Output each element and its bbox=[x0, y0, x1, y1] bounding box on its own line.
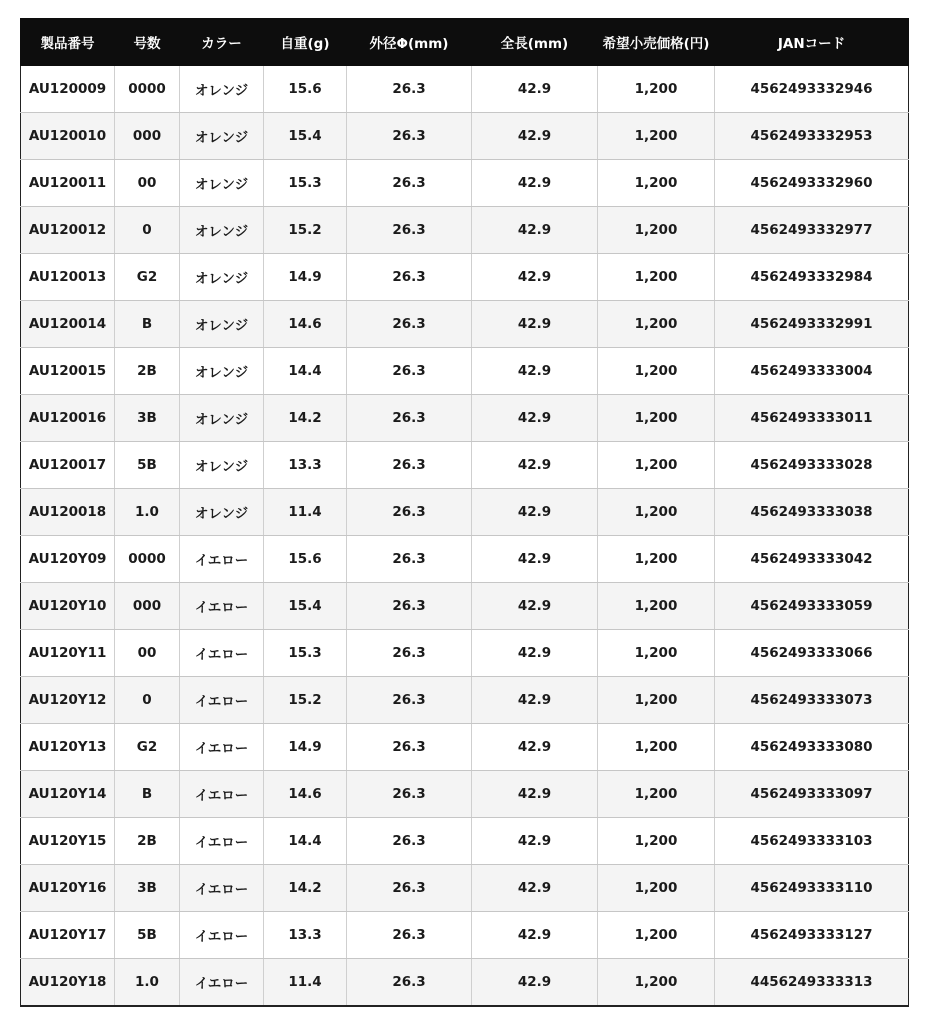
table-row bbox=[21, 160, 909, 207]
cell-jan-code: 4562493333066 bbox=[715, 630, 909, 677]
cell-product-number: AU120Y16 bbox=[21, 865, 115, 912]
cell-color: イエロー bbox=[180, 677, 264, 724]
table-row bbox=[21, 489, 909, 536]
cell-jan-code: 4562493333011 bbox=[715, 395, 909, 442]
header-row bbox=[21, 19, 909, 66]
cell-jan-code: 4562493333080 bbox=[715, 724, 909, 771]
cell-jan-code: 4562493332977 bbox=[715, 207, 909, 254]
cell-total-length: 42.9 bbox=[472, 818, 598, 865]
cell-size: G2 bbox=[115, 254, 180, 301]
cell-outer-diameter: 26.3 bbox=[347, 160, 472, 207]
cell-product-number: AU120Y09 bbox=[21, 536, 115, 583]
table-row bbox=[21, 771, 909, 818]
cell-product-number: AU120Y14 bbox=[21, 771, 115, 818]
cell-retail-price: 1,200 bbox=[598, 630, 715, 677]
cell-total-length: 42.9 bbox=[472, 113, 598, 160]
header-weight: 自重(g) bbox=[264, 19, 347, 66]
cell-color: オレンジ bbox=[180, 113, 264, 160]
table-row bbox=[21, 865, 909, 912]
cell-size: 2B bbox=[115, 818, 180, 865]
cell-retail-price: 1,200 bbox=[598, 583, 715, 630]
cell-size: B bbox=[115, 771, 180, 818]
table-header bbox=[21, 19, 909, 66]
cell-color: オレンジ bbox=[180, 207, 264, 254]
cell-retail-price: 1,200 bbox=[598, 66, 715, 113]
cell-size: 00 bbox=[115, 630, 180, 677]
cell-total-length: 42.9 bbox=[472, 301, 598, 348]
cell-retail-price: 1,200 bbox=[598, 771, 715, 818]
cell-retail-price: 1,200 bbox=[598, 818, 715, 865]
cell-total-length: 42.9 bbox=[472, 912, 598, 959]
cell-size: 3B bbox=[115, 395, 180, 442]
cell-color: イエロー bbox=[180, 912, 264, 959]
cell-outer-diameter: 26.3 bbox=[347, 771, 472, 818]
cell-outer-diameter: 26.3 bbox=[347, 254, 472, 301]
cell-color: オレンジ bbox=[180, 395, 264, 442]
cell-total-length: 42.9 bbox=[472, 395, 598, 442]
cell-total-length: 42.9 bbox=[472, 160, 598, 207]
cell-jan-code: 4562493333073 bbox=[715, 677, 909, 724]
cell-size: 2B bbox=[115, 348, 180, 395]
header-jan-code: JANコード bbox=[715, 19, 909, 66]
cell-size: 5B bbox=[115, 912, 180, 959]
table-row bbox=[21, 442, 909, 489]
cell-product-number: AU120018 bbox=[21, 489, 115, 536]
cell-retail-price: 1,200 bbox=[598, 301, 715, 348]
cell-retail-price: 1,200 bbox=[598, 442, 715, 489]
table-row bbox=[21, 677, 909, 724]
cell-weight: 15.2 bbox=[264, 207, 347, 254]
cell-outer-diameter: 26.3 bbox=[347, 489, 472, 536]
table-body bbox=[21, 66, 909, 1007]
cell-weight: 11.4 bbox=[264, 489, 347, 536]
cell-weight: 13.3 bbox=[264, 912, 347, 959]
cell-color: イエロー bbox=[180, 630, 264, 677]
cell-jan-code: 4562493333103 bbox=[715, 818, 909, 865]
table-row bbox=[21, 583, 909, 630]
cell-product-number: AU120016 bbox=[21, 395, 115, 442]
cell-weight: 15.6 bbox=[264, 536, 347, 583]
cell-outer-diameter: 26.3 bbox=[347, 583, 472, 630]
cell-jan-code: 4562493332960 bbox=[715, 160, 909, 207]
table-row bbox=[21, 536, 909, 583]
cell-size: B bbox=[115, 301, 180, 348]
cell-jan-code: 4456249333313 bbox=[715, 959, 909, 1007]
cell-weight: 14.6 bbox=[264, 301, 347, 348]
cell-product-number: AU120014 bbox=[21, 301, 115, 348]
cell-retail-price: 1,200 bbox=[598, 113, 715, 160]
cell-size: 1.0 bbox=[115, 959, 180, 1007]
table-row bbox=[21, 301, 909, 348]
cell-weight: 14.9 bbox=[264, 254, 347, 301]
cell-weight: 14.6 bbox=[264, 771, 347, 818]
cell-color: オレンジ bbox=[180, 301, 264, 348]
cell-size: 0000 bbox=[115, 66, 180, 113]
cell-color: オレンジ bbox=[180, 489, 264, 536]
cell-weight: 15.3 bbox=[264, 160, 347, 207]
cell-product-number: AU120Y18 bbox=[21, 959, 115, 1007]
cell-size: 3B bbox=[115, 865, 180, 912]
cell-color: オレンジ bbox=[180, 160, 264, 207]
cell-total-length: 42.9 bbox=[472, 254, 598, 301]
table-row bbox=[21, 113, 909, 160]
table-row bbox=[21, 66, 909, 113]
cell-color: イエロー bbox=[180, 771, 264, 818]
cell-weight: 14.9 bbox=[264, 724, 347, 771]
cell-retail-price: 1,200 bbox=[598, 207, 715, 254]
cell-total-length: 42.9 bbox=[472, 959, 598, 1007]
spec-table-container bbox=[20, 18, 908, 1007]
cell-product-number: AU120012 bbox=[21, 207, 115, 254]
cell-weight: 15.2 bbox=[264, 677, 347, 724]
cell-product-number: AU120015 bbox=[21, 348, 115, 395]
cell-size: G2 bbox=[115, 724, 180, 771]
cell-total-length: 42.9 bbox=[472, 442, 598, 489]
cell-total-length: 42.9 bbox=[472, 724, 598, 771]
cell-outer-diameter: 26.3 bbox=[347, 630, 472, 677]
cell-size: 5B bbox=[115, 442, 180, 489]
cell-outer-diameter: 26.3 bbox=[347, 912, 472, 959]
cell-retail-price: 1,200 bbox=[598, 160, 715, 207]
cell-size: 0 bbox=[115, 207, 180, 254]
cell-outer-diameter: 26.3 bbox=[347, 348, 472, 395]
cell-color: イエロー bbox=[180, 536, 264, 583]
table-row bbox=[21, 818, 909, 865]
cell-outer-diameter: 26.3 bbox=[347, 865, 472, 912]
cell-product-number: AU120Y10 bbox=[21, 583, 115, 630]
cell-jan-code: 4562493332953 bbox=[715, 113, 909, 160]
cell-total-length: 42.9 bbox=[472, 536, 598, 583]
cell-jan-code: 4562493332991 bbox=[715, 301, 909, 348]
cell-size: 000 bbox=[115, 583, 180, 630]
cell-total-length: 42.9 bbox=[472, 583, 598, 630]
cell-jan-code: 4562493333038 bbox=[715, 489, 909, 536]
table-row bbox=[21, 630, 909, 677]
cell-jan-code: 4562493333028 bbox=[715, 442, 909, 489]
cell-product-number: AU120009 bbox=[21, 66, 115, 113]
cell-retail-price: 1,200 bbox=[598, 865, 715, 912]
cell-product-number: AU120Y17 bbox=[21, 912, 115, 959]
cell-jan-code: 4562493333059 bbox=[715, 583, 909, 630]
header-size: 号数 bbox=[115, 19, 180, 66]
cell-size: 1.0 bbox=[115, 489, 180, 536]
cell-color: イエロー bbox=[180, 724, 264, 771]
cell-outer-diameter: 26.3 bbox=[347, 959, 472, 1007]
cell-color: イエロー bbox=[180, 865, 264, 912]
table-row bbox=[21, 348, 909, 395]
cell-retail-price: 1,200 bbox=[598, 348, 715, 395]
cell-retail-price: 1,200 bbox=[598, 912, 715, 959]
cell-color: オレンジ bbox=[180, 348, 264, 395]
header-color: カラー bbox=[180, 19, 264, 66]
table-row bbox=[21, 207, 909, 254]
cell-retail-price: 1,200 bbox=[598, 959, 715, 1007]
cell-total-length: 42.9 bbox=[472, 771, 598, 818]
cell-product-number: AU120010 bbox=[21, 113, 115, 160]
cell-product-number: AU120011 bbox=[21, 160, 115, 207]
cell-weight: 14.2 bbox=[264, 395, 347, 442]
cell-color: オレンジ bbox=[180, 254, 264, 301]
table-row bbox=[21, 254, 909, 301]
cell-total-length: 42.9 bbox=[472, 630, 598, 677]
cell-total-length: 42.9 bbox=[472, 865, 598, 912]
cell-total-length: 42.9 bbox=[472, 207, 598, 254]
cell-color: イエロー bbox=[180, 818, 264, 865]
cell-retail-price: 1,200 bbox=[598, 395, 715, 442]
cell-outer-diameter: 26.3 bbox=[347, 677, 472, 724]
cell-jan-code: 4562493333127 bbox=[715, 912, 909, 959]
cell-outer-diameter: 26.3 bbox=[347, 301, 472, 348]
cell-total-length: 42.9 bbox=[472, 489, 598, 536]
cell-size: 0 bbox=[115, 677, 180, 724]
cell-product-number: AU120017 bbox=[21, 442, 115, 489]
cell-size: 0000 bbox=[115, 536, 180, 583]
cell-retail-price: 1,200 bbox=[598, 677, 715, 724]
cell-color: イエロー bbox=[180, 959, 264, 1007]
cell-jan-code: 4562493333042 bbox=[715, 536, 909, 583]
cell-color: オレンジ bbox=[180, 442, 264, 489]
cell-jan-code: 4562493333004 bbox=[715, 348, 909, 395]
header-retail-price: 希望小売価格(円) bbox=[598, 19, 715, 66]
cell-jan-code: 4562493333110 bbox=[715, 865, 909, 912]
spec-table bbox=[20, 18, 909, 1007]
header-total-length: 全長(mm) bbox=[472, 19, 598, 66]
cell-weight: 15.6 bbox=[264, 66, 347, 113]
cell-jan-code: 4562493332946 bbox=[715, 66, 909, 113]
cell-product-number: AU120Y11 bbox=[21, 630, 115, 677]
cell-retail-price: 1,200 bbox=[598, 254, 715, 301]
cell-color: イエロー bbox=[180, 583, 264, 630]
cell-product-number: AU120013 bbox=[21, 254, 115, 301]
table-row bbox=[21, 959, 909, 1007]
cell-retail-price: 1,200 bbox=[598, 489, 715, 536]
cell-retail-price: 1,200 bbox=[598, 724, 715, 771]
cell-outer-diameter: 26.3 bbox=[347, 536, 472, 583]
cell-outer-diameter: 26.3 bbox=[347, 818, 472, 865]
header-product-number: 製品番号 bbox=[21, 19, 115, 66]
cell-weight: 11.4 bbox=[264, 959, 347, 1007]
cell-product-number: AU120Y12 bbox=[21, 677, 115, 724]
table-row bbox=[21, 912, 909, 959]
cell-weight: 15.4 bbox=[264, 583, 347, 630]
cell-weight: 14.4 bbox=[264, 348, 347, 395]
cell-outer-diameter: 26.3 bbox=[347, 395, 472, 442]
table-row bbox=[21, 724, 909, 771]
cell-size: 000 bbox=[115, 113, 180, 160]
cell-retail-price: 1,200 bbox=[598, 536, 715, 583]
cell-color: オレンジ bbox=[180, 66, 264, 113]
cell-outer-diameter: 26.3 bbox=[347, 724, 472, 771]
cell-total-length: 42.9 bbox=[472, 348, 598, 395]
cell-total-length: 42.9 bbox=[472, 677, 598, 724]
cell-product-number: AU120Y13 bbox=[21, 724, 115, 771]
cell-jan-code: 4562493333097 bbox=[715, 771, 909, 818]
cell-weight: 13.3 bbox=[264, 442, 347, 489]
cell-product-number: AU120Y15 bbox=[21, 818, 115, 865]
cell-weight: 14.4 bbox=[264, 818, 347, 865]
header-outer-diameter: 外径Φ(mm) bbox=[347, 19, 472, 66]
cell-jan-code: 4562493332984 bbox=[715, 254, 909, 301]
cell-weight: 15.3 bbox=[264, 630, 347, 677]
table-row bbox=[21, 395, 909, 442]
cell-outer-diameter: 26.3 bbox=[347, 66, 472, 113]
cell-size: 00 bbox=[115, 160, 180, 207]
cell-outer-diameter: 26.3 bbox=[347, 207, 472, 254]
cell-weight: 14.2 bbox=[264, 865, 347, 912]
cell-total-length: 42.9 bbox=[472, 66, 598, 113]
cell-weight: 15.4 bbox=[264, 113, 347, 160]
cell-outer-diameter: 26.3 bbox=[347, 113, 472, 160]
cell-outer-diameter: 26.3 bbox=[347, 442, 472, 489]
